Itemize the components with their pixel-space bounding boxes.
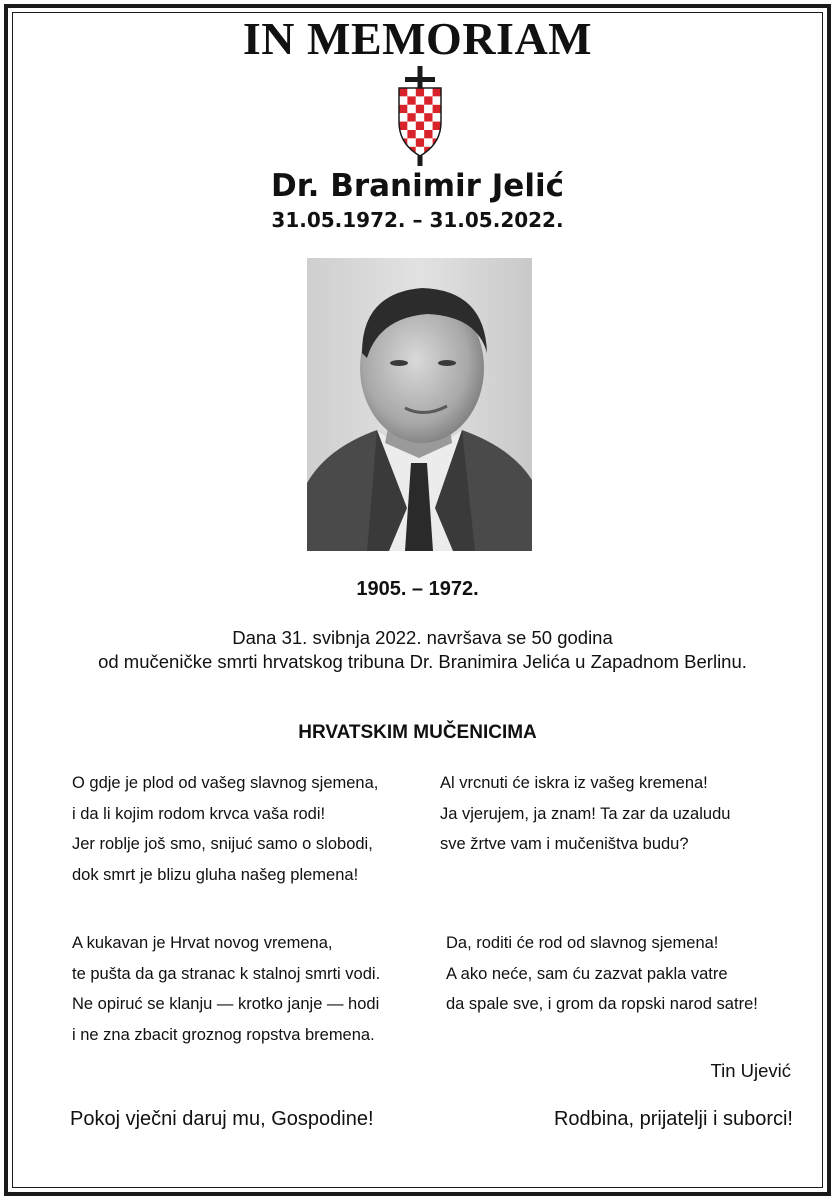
announcement-line: Dana 31. svibnja 2022. navršava se 50 godina xyxy=(232,627,613,648)
anniversary-announcement xyxy=(40,626,805,674)
poem-line: dok smrt je blizu gluha našeg plemena! xyxy=(72,865,359,884)
poem-line: te pušta da ga stranac k stalnoj smrti vodi. xyxy=(72,964,381,983)
poem-line: Ja vjerujem, ja znam! Ta zar da uzaludu xyxy=(440,804,731,823)
announcement-line: od mučeničke smrti hrvatskog tribuna Dr. Branimira Jelića u Zapadnom Berlinu. xyxy=(98,651,747,672)
poem-line: O gdje je plod od vašeg slavnog sjemena, xyxy=(72,774,379,792)
poem-line: sve žrtve vam i mučeništva budu? xyxy=(440,835,689,853)
deceased-name: Dr. Branimir Jelić xyxy=(271,168,564,204)
portrait-photo xyxy=(307,258,532,551)
poem-line: da spale sve, i grom da ropski narod satre! xyxy=(446,995,758,1013)
poem-line: Da, roditi će rod od slavnog sjemena! xyxy=(446,934,719,952)
poem-stanza xyxy=(440,768,730,860)
poem-stanza xyxy=(72,928,380,1050)
poem-stanza xyxy=(72,768,378,890)
poem-line: A ako neće, sam ću zazvat pakla vatre xyxy=(446,964,728,983)
lifespan-years: 1905. – 1972. xyxy=(356,578,479,600)
poem-title: HRVATSKIM MUČENICIMA xyxy=(298,722,537,743)
prayer-text: Pokoj vječni daruj mu, Gospodine! xyxy=(70,1108,374,1130)
poem-line: Al vrcnuti će iskra iz vašeg kremena! xyxy=(440,774,708,792)
poem-line: Jer roblje još smo, snijuć samo o slobodi, xyxy=(72,835,373,853)
mourners-text: Rodbina, prijatelji i suborci! xyxy=(553,1108,793,1130)
poem-stanza xyxy=(446,928,758,1020)
poem-line: i da li kojim rodom krvca vaša rodi! xyxy=(72,804,326,823)
anniversary-dates: 31.05.1972. – 31.05.2022. xyxy=(271,208,564,232)
poem-line: Ne opiruć se klanju — krotko janje — hodi xyxy=(72,995,380,1013)
cross-checkered-shield-icon xyxy=(385,66,455,166)
poem-line: i ne zna zbacit groznog ropstva bremena. xyxy=(72,1025,375,1044)
poem-author: Tin Ujević xyxy=(710,1060,791,1081)
poem-line: A kukavan je Hrvat novog vremena, xyxy=(72,934,333,952)
page-title: IN MEMORIAM xyxy=(242,13,593,64)
